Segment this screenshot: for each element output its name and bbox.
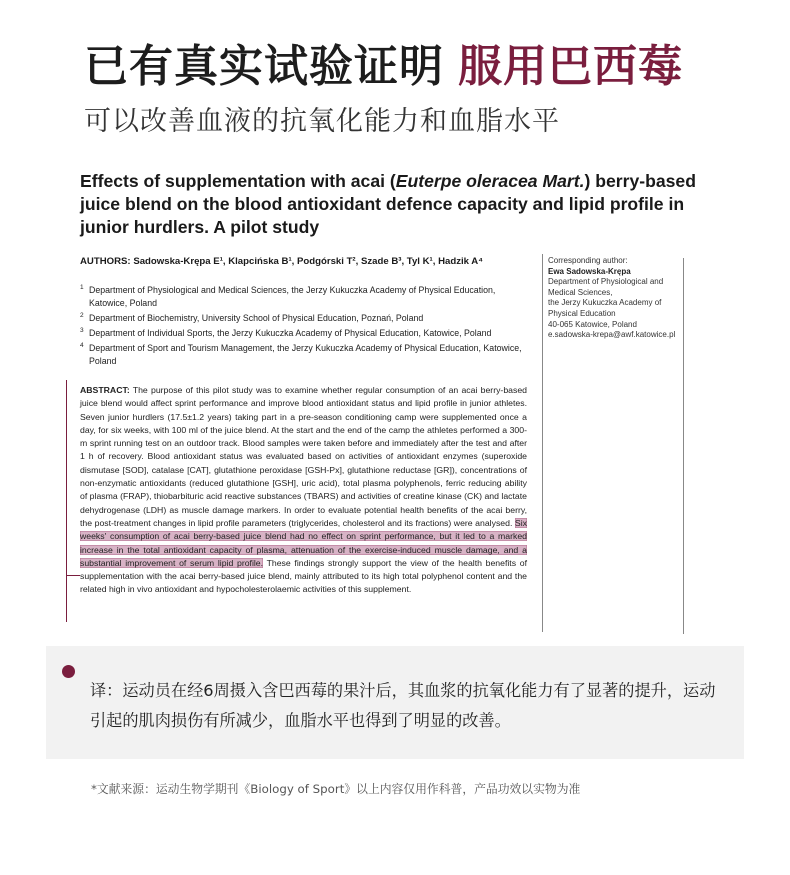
- page-title: [84, 30, 683, 94]
- paper-title: Effects of supplementation with acai (Euterpe oleracea Mart.) berry-based juice blend on the blood antioxidant defence capacity and lipid profile in junior hurdlers. A pilot study: [80, 171, 696, 237]
- affiliation-item: 4 Department of Sport and Tourism Management, the Jerzy Kukuczka Academy of Physical Education, Katowice, Poland: [80, 342, 522, 366]
- paper-abstract: ABSTRACT: The purpose of this pilot study was to examine whether regular consumption of an acai berry-based juice blend would affect sprint performance and improve blood antioxidant status and lipid profile in junior athletes. Seven junior hurdlers (17.5±1.2 years) taking part in a pre-season conditioning camp were supplemented once a day, for six weeks, with 100 ml of the juice blend. At the start and the end of the camp the athletes performed a 300-m sprint running test on an outdoor track. Blood samples were taken before and immediately after the test and after 1 h of recovery. Blood antioxidant status was evaluated based on activities of antioxidant enzymes (superoxide dismutase [SOD], catalase [CAT], glutathione peroxidase [GSH-Px], glutathione reductase [GR]), concentrations of non-enzymatic antioxidants (reduced glutathione [GSH], uric acid), total plasma polyphenols, ferric reducing ability of plasma (FRAP), thiobarbituric acid reactive substances (TBARS) and activities of creatine kinase (CK) and lactate dehydrogenase (LDH) as muscle damage markers. In order to evaluate potential health benefits of the acai berry, the post-treatment changes in lipid profile parameters (triglycerides, cholesterol and its fractions) were analysed. Six weeks' consumption of acai berry-based juice blend had no effect on sprint performance, but it led to a marked increase in the total antioxidant capacity of plasma, attenuation of the exercise-induced muscle damage, and a substantial improvement of serum lipid profile. These findings strongly support the view of the health benefits of supplementation with the acai berry-based juice blend, mainly attributed to its high total polyphenol content and the related high in vivo antioxidant and hypocholesterolaemic activities of this supplement.: [80, 385, 527, 595]
- affiliation-item: 3 Department of Individual Sports, the Jerzy Kukuczka Academy of Physical Education, Katowice, Poland: [80, 327, 492, 338]
- affiliation-item: 1 Department of Physiological and Medical Sciences, the Jerzy Kukuczka Academy of Physical Education, Katowice, Poland: [80, 284, 496, 308]
- title-main: 已有真实试验证明: [84, 41, 444, 92]
- source-footnote: *文献来源：运动生物学期刊《Biology of Sport》以上内容仅用作科普，产品功效以实物为准: [91, 782, 581, 796]
- affiliation-item: 2 Department of Biochemistry, University School of Physical Education, Poznań, Poland: [80, 312, 424, 323]
- page-subtitle: 可以改善血液的抗氧化能力和血脂水平: [84, 106, 560, 137]
- highlight-marker-line: [66, 380, 67, 622]
- paper-authors: AUTHORS: Sadowska-Krępa E¹, Klapcińska B¹, Podgórski T², Szade B³, Tyl K¹, Hadzik A⁴: [80, 256, 483, 267]
- translation-text: 译：运动员在经6周摄入含巴西莓的果汁后，其血浆的抗氧化能力有了显著的提升，运动引起的肌肉损伤有所减少，血脂水平也得到了明显的改善。: [90, 681, 716, 730]
- bullet-dot-icon: [62, 665, 75, 678]
- sidebar-rule-left: [542, 254, 543, 632]
- corresponding-author: Corresponding author: Ewa Sadowska-Krępa Department of Physiological and Medical Sciences, the Jerzy Kukuczka Academy of Physical Education 40-065 Katowice, Poland e.sadowska-krepa@awf.katowice.pl: [548, 256, 676, 340]
- affiliation-list: [80, 284, 526, 370]
- highlight-marker-tick: [66, 575, 80, 576]
- abstract-highlight: Six weeks' consumption of acai berry-based juice blend had no effect on sprint performance, but it led to a marked increase in the total antioxidant capacity of plasma, attenuation of the exercise-induced muscle damage, and a substantial improvement of serum lipid profile.: [80, 517, 527, 568]
- title-accent: 服用巴西莓: [458, 41, 683, 92]
